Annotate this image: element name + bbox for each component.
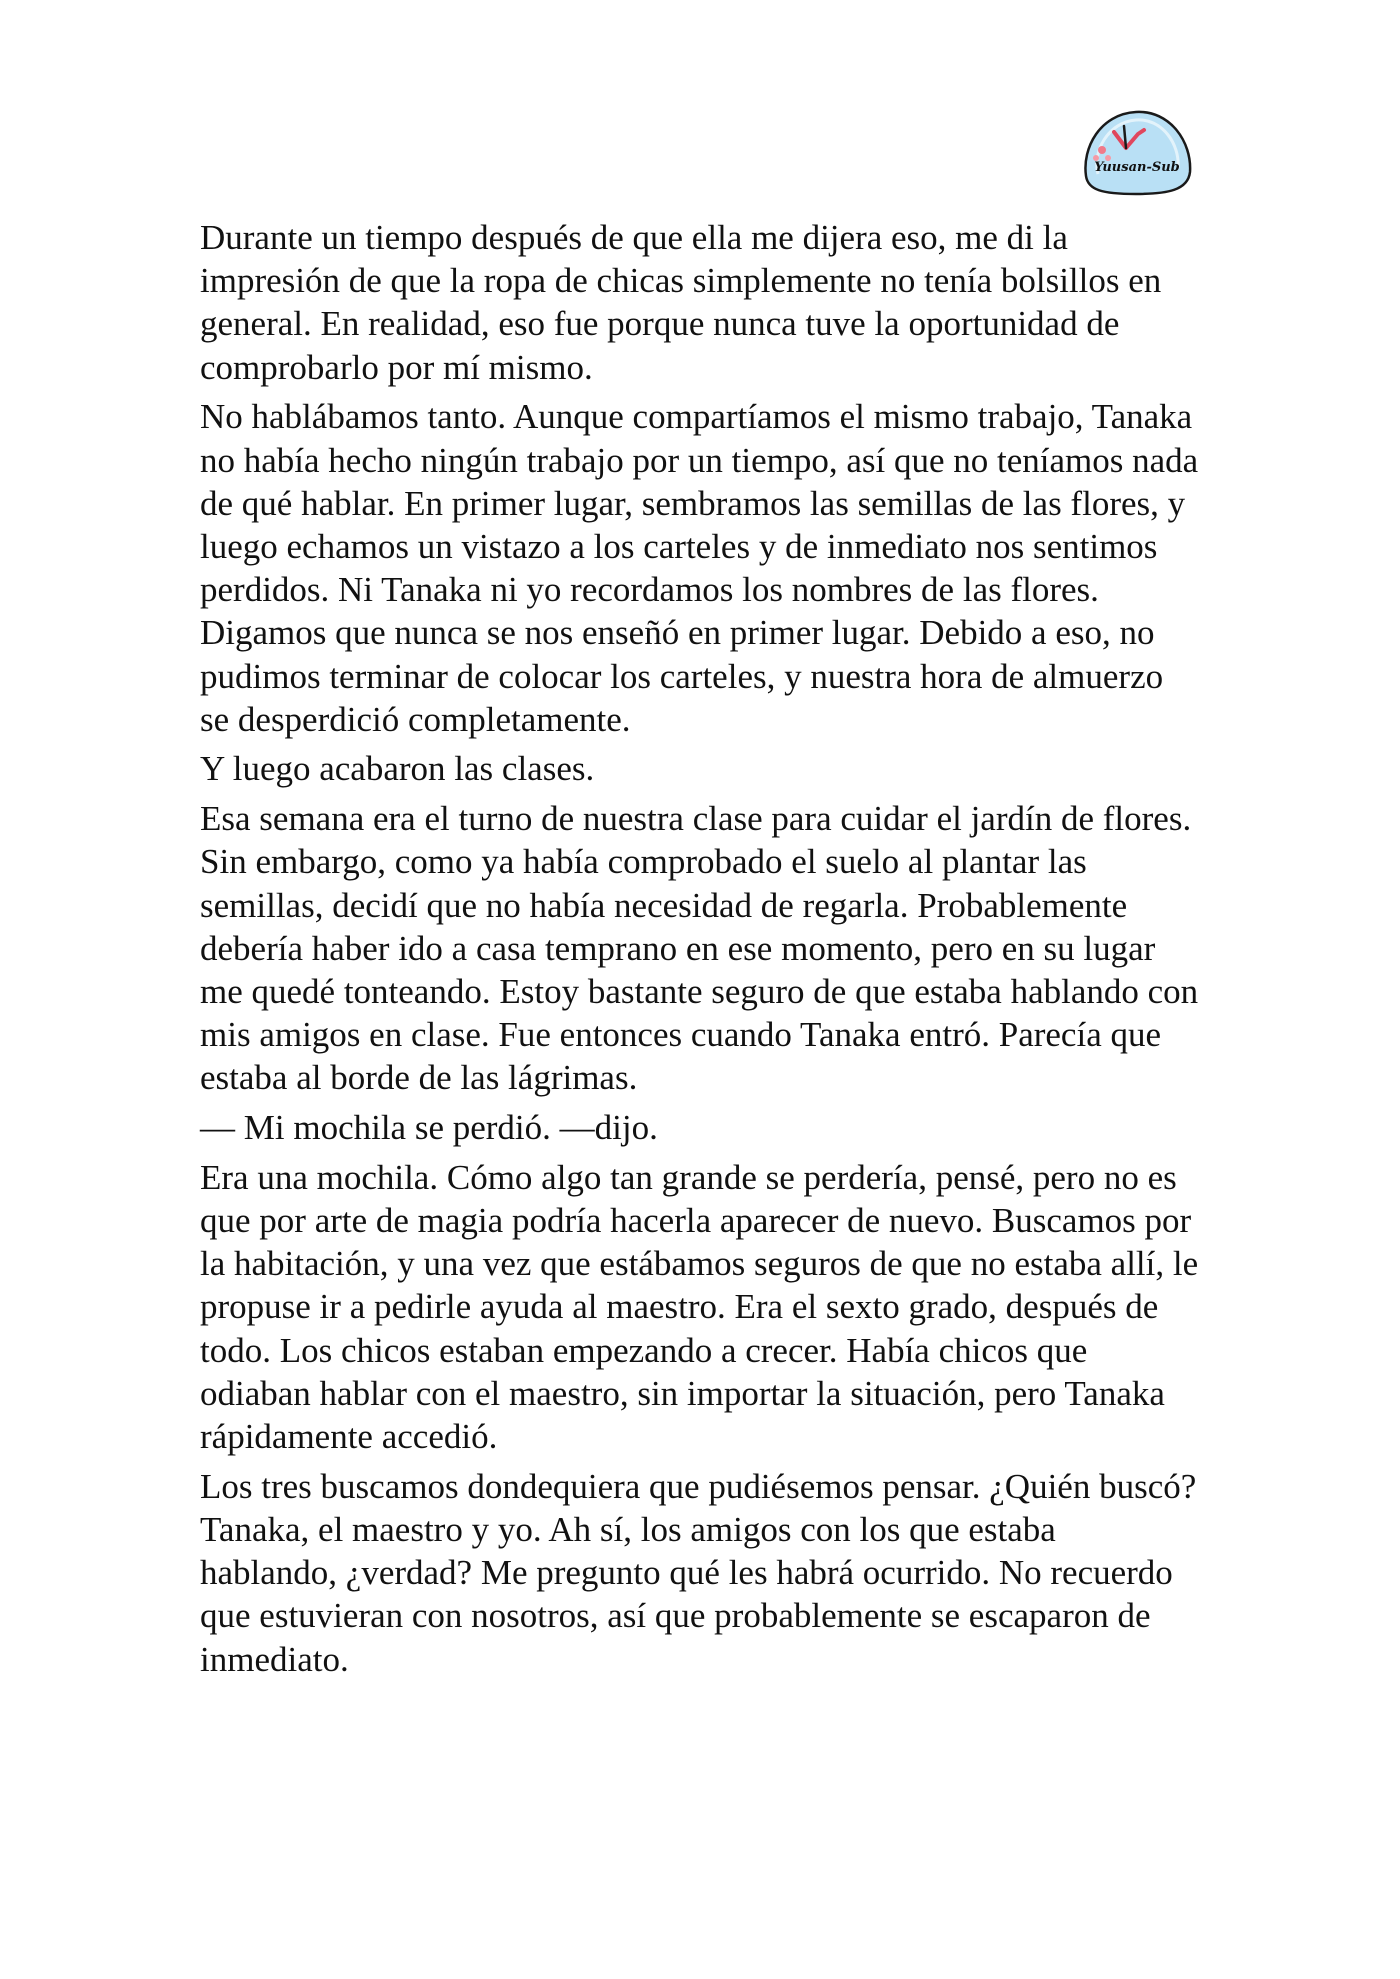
paragraph-2: No hablábamos tanto. Aunque compartíamos el mismo trabajo, Tanaka no había hecho ningún trabajo por un tiempo, así que no teníamos nada de qué hablar. En primer lugar, sembramos las semillas de las flores, y luego echamos un vistazo a los carteles y de inmediato nos sentimos perdidos. Ni Tanaka ni yo recordamos los nombres de las flores. Digamos que nunca se nos enseñó en primer lugar. Debido a eso, no pudimos terminar de colocar los carteles, y nuestra hora de almuerzo se desperdició completamente. <box>200 397 1199 739</box>
logo-badge-icon <box>1078 108 1196 196</box>
paragraph-1: Durante un tiempo después de que ella me dijera eso, me di la impresión de que la ropa de chicas simplemente no tenía bolsillos en general. En realidad, eso fue porque nunca tuve la oportunidad de comprobarlo por mí mismo. <box>200 218 1162 387</box>
document-body <box>200 216 1200 1687</box>
paragraph-4: Esa semana era el turno de nuestra clase para cuidar el jardín de flores. Sin embargo, como ya había comprobado el suelo al plantar las semillas, decidí que no había necesidad de regarla. Probablemente debería haber ido a casa temprano en ese momento, pero en su lugar me quedé tonteando. Estoy bastante seguro de que estaba hablando con mis amigos en clase. Fue entonces cuando Tanaka entró. Parecía que estaba al borde de las lágrimas. <box>200 799 1199 1098</box>
paragraph-3: Y luego acabaron las clases. <box>200 749 595 789</box>
paragraph-7: Los tres buscamos dondequiera que pudiésemos pensar. ¿Quién buscó? Tanaka, el maestro y yo. Ah sí, los amigos con los que estaba hablando, ¿verdad? Me pregunto qué les habrá ocurrido. No recuerdo que estuvieran con nosotros, así que probablemente se escaparon de inmediato. <box>200 1466 1197 1679</box>
logo-text: Yuusan-Sub <box>1094 160 1180 175</box>
paragraph-5: — Mi mochila se perdió. —dijo. <box>200 1108 658 1148</box>
paragraph-6: Era una mochila. Cómo algo tan grande se perdería, pensé, pero no es que por arte de magia podría hacerla aparecer de nuevo. Buscamos por la habitación, y una vez que estábamos seguros de que no estaba allí, le propuse ir a pedirle ayuda al maestro. Era el sexto grado, después de todo. Los chicos estaban empezando a crecer. Había chicos que odiaban hablar con el maestro, sin importar la situación, pero Tanaka rápidamente accedió. <box>200 1157 1199 1456</box>
watermark-logo <box>1078 108 1196 196</box>
